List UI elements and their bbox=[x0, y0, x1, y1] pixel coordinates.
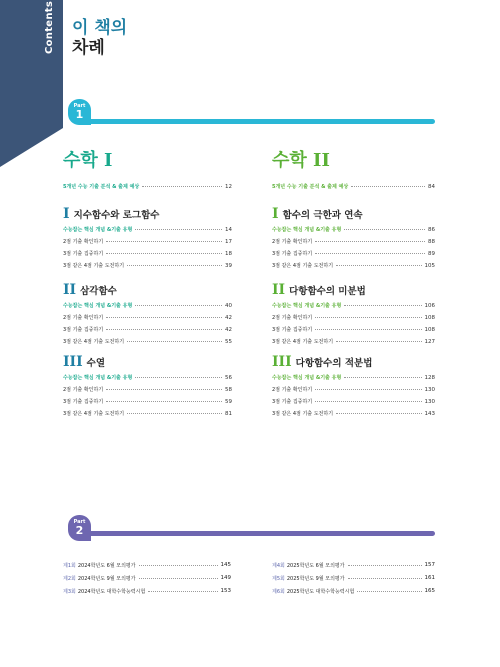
page-number: 165 bbox=[424, 588, 435, 594]
toc-row-label: 2점 기출 확인하기 bbox=[63, 387, 104, 393]
exam-row[interactable] bbox=[272, 560, 435, 570]
page-number: 143 bbox=[424, 410, 435, 417]
toc-row[interactable] bbox=[272, 261, 435, 270]
part1-number: 1 bbox=[75, 108, 84, 121]
page-number: 145 bbox=[220, 562, 231, 568]
dot-leader bbox=[315, 329, 421, 330]
part1-divider bbox=[86, 119, 435, 124]
toc-row[interactable] bbox=[63, 325, 232, 334]
toc-row[interactable] bbox=[272, 409, 435, 418]
subject-name: 수학 bbox=[272, 150, 307, 171]
subject-numeral: I bbox=[97, 150, 113, 171]
dot-leader bbox=[348, 578, 422, 579]
dot-leader bbox=[344, 305, 421, 306]
page-number: 39 bbox=[225, 262, 232, 269]
analysis-row[interactable] bbox=[63, 182, 232, 191]
dot-leader bbox=[336, 413, 421, 414]
chapter-heading bbox=[272, 206, 363, 222]
toc-row-label: 수능잡는 핵심 개념 &기출 유형 bbox=[272, 375, 342, 381]
page-number: 128 bbox=[424, 374, 435, 381]
dot-leader bbox=[351, 186, 425, 187]
dot-leader bbox=[135, 305, 222, 306]
chapter-title: 삼각함수 bbox=[80, 286, 117, 297]
toc-row-label: 3점 기출 집중하기 bbox=[63, 399, 104, 405]
chapter-title: 수열 bbox=[86, 358, 106, 369]
page-number: 130 bbox=[424, 386, 435, 393]
subject-title bbox=[63, 146, 112, 172]
toc-row-label: 2점 기출 확인하기 bbox=[63, 239, 104, 245]
toc-row-label: 3점 같은 4점 기출 도전하기 bbox=[272, 339, 334, 345]
exam-title: 2025학년도 9월 모의평가 bbox=[286, 575, 345, 582]
page-title-line2: 차례 bbox=[72, 38, 105, 58]
dot-leader bbox=[344, 377, 421, 378]
dot-leader bbox=[336, 265, 421, 266]
exam-title: 2025학년도 대학수학능력시험 bbox=[286, 588, 355, 595]
page-number: 149 bbox=[220, 575, 231, 581]
exam-number: 제4회 bbox=[272, 562, 285, 569]
page-number: 108 bbox=[424, 314, 435, 321]
chapter-numeral: I bbox=[63, 206, 70, 222]
exam-number: 제3회 bbox=[63, 588, 76, 595]
dot-leader bbox=[127, 341, 222, 342]
toc-row[interactable] bbox=[63, 313, 232, 322]
exam-row[interactable] bbox=[63, 573, 231, 583]
page-number: 106 bbox=[424, 302, 435, 309]
toc-row-label: 3점 같은 4점 기출 도전하기 bbox=[272, 411, 334, 417]
exam-number: 제5회 bbox=[272, 575, 285, 582]
page-number: 58 bbox=[225, 386, 232, 393]
toc-row[interactable] bbox=[272, 237, 435, 246]
page-number: 84 bbox=[428, 183, 435, 190]
toc-row-label: 수능잡는 핵심 개념 &기출 유형 bbox=[63, 227, 133, 233]
dot-leader bbox=[315, 401, 421, 402]
toc-row[interactable] bbox=[272, 301, 435, 310]
page-number: 89 bbox=[428, 250, 435, 257]
exam-row[interactable] bbox=[272, 586, 435, 596]
page-number: 130 bbox=[424, 398, 435, 405]
dot-leader bbox=[315, 317, 421, 318]
page-number: 88 bbox=[428, 238, 435, 245]
toc-row-label: 3점 같은 4점 기출 도전하기 bbox=[63, 339, 125, 345]
page-number: 105 bbox=[424, 262, 435, 269]
page-number: 127 bbox=[424, 338, 435, 345]
page-number: 86 bbox=[428, 226, 435, 233]
dot-leader bbox=[357, 591, 421, 592]
dot-leader bbox=[139, 578, 218, 579]
page-number: 12 bbox=[225, 183, 232, 190]
part2-number: 2 bbox=[75, 524, 84, 537]
part2-badge bbox=[68, 515, 91, 541]
toc-row[interactable] bbox=[63, 237, 232, 246]
exam-title: 2024학년도 대학수학능력시험 bbox=[77, 588, 146, 595]
toc-row-label: 3점 같은 4점 기출 도전하기 bbox=[272, 263, 334, 269]
toc-row[interactable] bbox=[63, 397, 232, 406]
toc-row[interactable] bbox=[63, 261, 232, 270]
toc-row[interactable] bbox=[63, 409, 232, 418]
exam-row[interactable] bbox=[272, 573, 435, 583]
dot-leader bbox=[315, 389, 421, 390]
chapter-title: 지수함수와 로그함수 bbox=[73, 210, 160, 221]
chapter-numeral: I bbox=[272, 206, 279, 222]
toc-row[interactable] bbox=[272, 337, 435, 346]
dot-leader bbox=[148, 591, 217, 592]
exam-number: 제2회 bbox=[63, 575, 76, 582]
dot-leader bbox=[139, 565, 218, 566]
chapter-title: 함수의 극한과 연속 bbox=[282, 210, 363, 221]
exam-row[interactable] bbox=[63, 560, 231, 570]
chapter-numeral: III bbox=[272, 354, 292, 370]
toc-row-label: 2점 기출 확인하기 bbox=[63, 315, 104, 321]
page-number: 55 bbox=[225, 338, 232, 345]
dot-leader bbox=[106, 401, 222, 402]
page-title-line1: 이 책의 bbox=[72, 18, 128, 38]
dot-leader bbox=[135, 377, 222, 378]
chapter-heading bbox=[63, 354, 105, 370]
contents-label: Contents bbox=[44, 0, 55, 54]
toc-row[interactable] bbox=[63, 225, 232, 234]
part1-label: Part bbox=[73, 103, 86, 109]
chapter-heading bbox=[272, 354, 372, 370]
dot-leader bbox=[348, 565, 422, 566]
page-number: 14 bbox=[225, 226, 232, 233]
exam-title: 2024학년도 6월 모의평가 bbox=[77, 562, 136, 569]
chapter-title: 다항함수의 적분법 bbox=[295, 358, 373, 369]
toc-row-label: 수능잡는 핵심 개념 &기출 유형 bbox=[63, 303, 133, 309]
toc-row-label: 3점 기출 집중하기 bbox=[63, 251, 104, 257]
dot-leader bbox=[142, 186, 222, 187]
analysis-label: 5개년 수능 기출 분석 & 출제 예상 bbox=[63, 184, 140, 190]
dot-leader bbox=[135, 229, 222, 230]
subject-numeral: II bbox=[306, 150, 330, 171]
page-number: 108 bbox=[424, 326, 435, 333]
page-number: 59 bbox=[225, 398, 232, 405]
page-number: 161 bbox=[424, 575, 435, 581]
toc-row[interactable] bbox=[63, 337, 232, 346]
page-number: 17 bbox=[225, 238, 232, 245]
toc-row[interactable] bbox=[272, 249, 435, 258]
subject-name: 수학 bbox=[63, 150, 98, 171]
dot-leader bbox=[106, 253, 222, 254]
page-number: 40 bbox=[225, 302, 232, 309]
subject-title bbox=[272, 146, 330, 172]
dot-leader bbox=[315, 241, 425, 242]
dot-leader bbox=[127, 413, 222, 414]
page-title bbox=[72, 18, 127, 58]
toc-row[interactable] bbox=[272, 225, 435, 234]
page-number: 42 bbox=[225, 326, 232, 333]
dot-leader bbox=[106, 241, 222, 242]
dot-leader bbox=[106, 317, 222, 318]
dot-leader bbox=[106, 329, 222, 330]
page-number: 42 bbox=[225, 314, 232, 321]
chapter-heading bbox=[272, 282, 366, 298]
page-number: 153 bbox=[220, 588, 231, 594]
toc-row-label: 3점 기출 집중하기 bbox=[272, 251, 313, 257]
page-number: 157 bbox=[424, 562, 435, 568]
toc-row[interactable] bbox=[272, 313, 435, 322]
toc-row-label: 3점 같은 4점 기출 도전하기 bbox=[63, 411, 125, 417]
exam-row[interactable] bbox=[63, 586, 231, 596]
toc-row-label: 수능잡는 핵심 개념 &기출 유형 bbox=[272, 303, 342, 309]
chapter-numeral: III bbox=[63, 354, 83, 370]
exam-title: 2025학년도 6월 모의평가 bbox=[286, 562, 345, 569]
chapter-numeral: II bbox=[272, 282, 286, 298]
dot-leader bbox=[315, 253, 425, 254]
exam-title: 2024학년도 9월 모의평가 bbox=[77, 575, 136, 582]
chapter-heading bbox=[63, 282, 117, 298]
chapter-numeral: II bbox=[63, 282, 77, 298]
toc-row-label: 2점 기출 확인하기 bbox=[272, 315, 313, 321]
part2-divider bbox=[86, 531, 435, 536]
toc-row-label: 2점 기출 확인하기 bbox=[272, 239, 313, 245]
exam-number: 제6회 bbox=[272, 588, 285, 595]
chapter-heading bbox=[63, 206, 159, 222]
toc-row-label: 수능잡는 핵심 개념 &기출 유형 bbox=[63, 375, 133, 381]
dot-leader bbox=[127, 265, 222, 266]
toc-row-label: 3점 기출 집중하기 bbox=[63, 327, 104, 333]
toc-row[interactable] bbox=[63, 249, 232, 258]
toc-row[interactable] bbox=[63, 301, 232, 310]
toc-row-label: 2점 기출 확인하기 bbox=[272, 387, 313, 393]
page-number: 81 bbox=[225, 410, 232, 417]
exam-number: 제1회 bbox=[63, 562, 76, 569]
analysis-row[interactable] bbox=[272, 182, 435, 191]
chapter-title: 다항함수의 미분법 bbox=[289, 286, 366, 297]
toc-row[interactable] bbox=[272, 373, 435, 382]
toc-row-label: 3점 같은 4점 기출 도전하기 bbox=[63, 263, 125, 269]
toc-row[interactable] bbox=[63, 385, 232, 394]
dot-leader bbox=[106, 389, 222, 390]
analysis-label: 5개년 수능 기출 분석 & 출제 예상 bbox=[272, 184, 349, 190]
toc-row-label: 3점 기출 집중하기 bbox=[272, 399, 313, 405]
dot-leader bbox=[344, 229, 425, 230]
page-number: 18 bbox=[225, 250, 232, 257]
toc-row-label: 3점 기출 집중하기 bbox=[272, 327, 313, 333]
toc-row[interactable] bbox=[272, 385, 435, 394]
toc-row[interactable] bbox=[63, 373, 232, 382]
toc-row[interactable] bbox=[272, 397, 435, 406]
toc-row-label: 수능잡는 핵심 개념 &기출 유형 bbox=[272, 227, 342, 233]
page-number: 56 bbox=[225, 374, 232, 381]
part2-label: Part bbox=[73, 519, 86, 525]
toc-row[interactable] bbox=[272, 325, 435, 334]
dot-leader bbox=[336, 341, 421, 342]
